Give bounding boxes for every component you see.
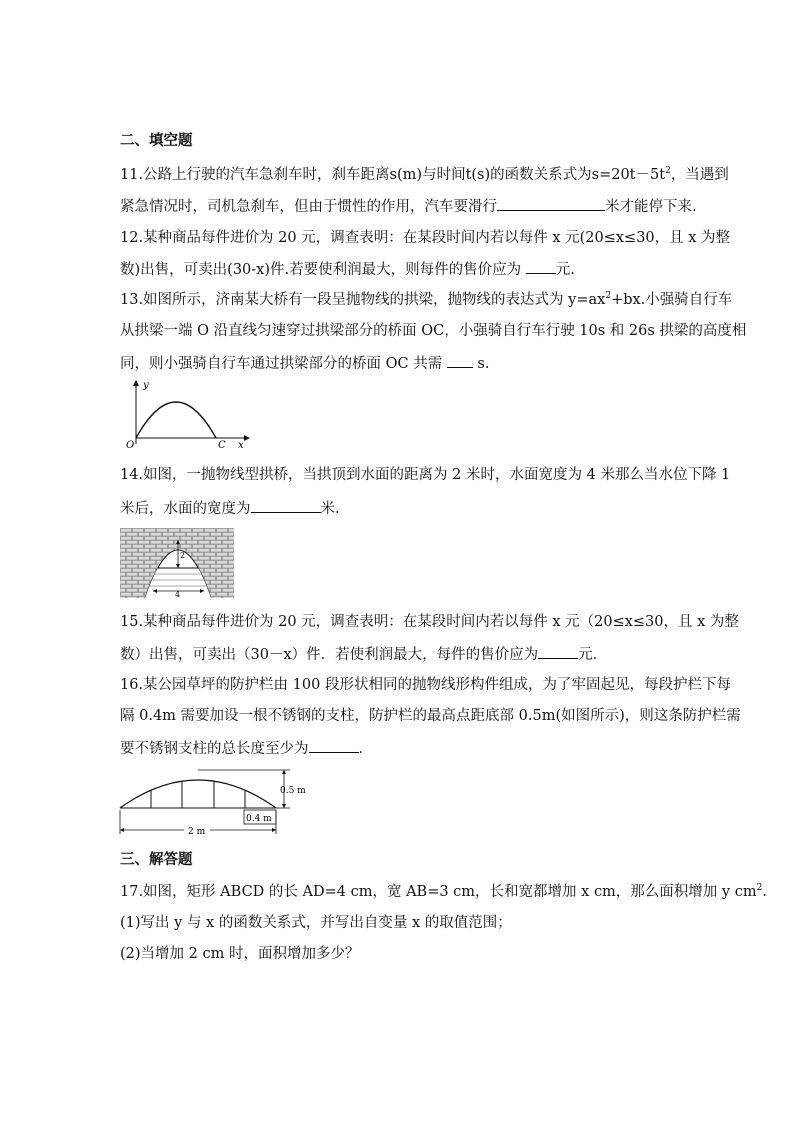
q13-parabola-figure — [118, 378, 252, 450]
q11-text: 紧急情况时，司机急刹车，但由于惯性的作用，汽车要滑行 — [120, 199, 497, 215]
q15-line1: 15.某种商品每件进价为 20 元，调查表明：在某段时间内若以每件 x 元（20≤x≤30，且 x 为整 — [120, 614, 739, 630]
point-c-label: C — [218, 440, 226, 450]
q14-line1: 14.如图，一抛物线型拱桥，当拱顶到水面的距离为 2 米时，水面宽度为 4 米那么当水位下降 1 — [120, 467, 731, 483]
q15-line2 — [120, 644, 607, 664]
q12-text: 数)出售，可卖出(30-x)件.若要使利润最大，则每件的售价应为 — [120, 262, 526, 278]
q12-line2 — [120, 259, 575, 279]
q16-text-end: ． — [358, 741, 373, 757]
q14-text: 米后，水面的宽度为 — [120, 501, 251, 517]
q11-text-end: 米才能停下来. — [605, 199, 697, 215]
q16-answer-blank[interactable] — [309, 738, 359, 753]
origin-label: O — [126, 440, 135, 450]
q15-text-end: 元． — [578, 647, 608, 663]
q13-exponent: 2 — [605, 291, 612, 302]
x-axis-label: x — [238, 440, 244, 450]
q11-exponent: 2 — [665, 166, 671, 177]
q13-text-end: s. — [472, 356, 490, 372]
arch-height-label: 2 — [180, 551, 186, 560]
q16-line3 — [120, 738, 373, 758]
q13-text-end: +bx.小强骑自行车 — [611, 292, 733, 308]
q12-text-end: 元. — [555, 262, 575, 278]
q11-text: 11.公路上行驶的汽车急刹车时，刹车距离s(m)与时间t(s)的函数关系式为s=20t－5t — [120, 167, 666, 183]
q13-answer-blank[interactable] — [447, 353, 473, 368]
q14-arch-bridge-figure — [120, 528, 234, 598]
fence-height-label: 0.5 m — [280, 786, 306, 796]
q15-text: 数）出售，可卖出（30－x）件．若使利润最大，每件的售价应为 — [120, 647, 539, 663]
q11-line2 — [120, 196, 697, 216]
q16-text: 要不锈钢支柱的总长度至少为 — [120, 741, 309, 757]
y-axis-label: y — [143, 380, 149, 391]
q14-line2 — [120, 498, 340, 518]
q13-line1 — [120, 291, 732, 309]
q16-fence-figure — [118, 764, 318, 838]
q12-answer-blank[interactable] — [526, 259, 556, 274]
q11-line1 — [120, 166, 729, 184]
section-title-fill-in: 二、填空题 — [120, 133, 193, 149]
q17-part1: (1)写出 y 与 x 的函数关系式，并写出自变量 x 的取值范围； — [120, 915, 512, 931]
q11-text-end: ，当遇到 — [670, 167, 729, 183]
q13-text: 13.如图所示，济南某大桥有一段呈抛物线的拱梁，抛物线的表达式为 y=ax — [120, 292, 606, 308]
water-width-label: 4 — [175, 590, 181, 598]
q17-text: 17.如图，矩形 ABCD 的长 AD=4 cm，宽 AB=3 cm，长和宽都增加 x cm，那么面积增加 y cm — [120, 884, 757, 900]
q11-answer-blank[interactable] — [497, 196, 605, 211]
q14-answer-blank[interactable] — [251, 498, 321, 513]
q17-part2: (2)当增加 2 cm 时，面积增加多少？ — [120, 946, 360, 962]
q16-line2: 隔 0.4m 需要加设一根不锈钢的支柱，防护栏的最高点距底部 0.5m(如图所示)，则这条防护栏需 — [120, 708, 741, 724]
q17-text-end: . — [762, 884, 767, 900]
q13-line3 — [120, 353, 489, 373]
fence-width-label: 2 m — [188, 827, 206, 837]
q17-exponent: 2 — [756, 883, 763, 894]
q12-line1: 12.某种商品每件进价为 20 元，调查表明：在某段时间内若以每件 x 元(20≤x≤30，且 x 为整 — [120, 230, 731, 246]
section-title-solutions: 三、解答题 — [120, 852, 193, 868]
q13-line2: 从拱梁一端 O 沿直线匀速穿过拱梁部分的桥面 OC，小强骑自行车行驶 10s 和 26s 拱梁的高度相 — [120, 323, 747, 339]
q14-text-end: 米. — [320, 501, 340, 517]
q15-answer-blank[interactable] — [538, 644, 578, 659]
q13-text: 同，则小强骑自行车通过拱梁部分的桥面 OC 共需 — [120, 356, 447, 372]
strut-spacing-label: 0.4 m — [246, 814, 272, 824]
q16-line1: 16.某公园草坪的防护栏由 100 段形状相同的抛物线形构件组成，为了牢固起见，每段护栏下每 — [120, 677, 731, 693]
q17-line1 — [120, 883, 767, 901]
